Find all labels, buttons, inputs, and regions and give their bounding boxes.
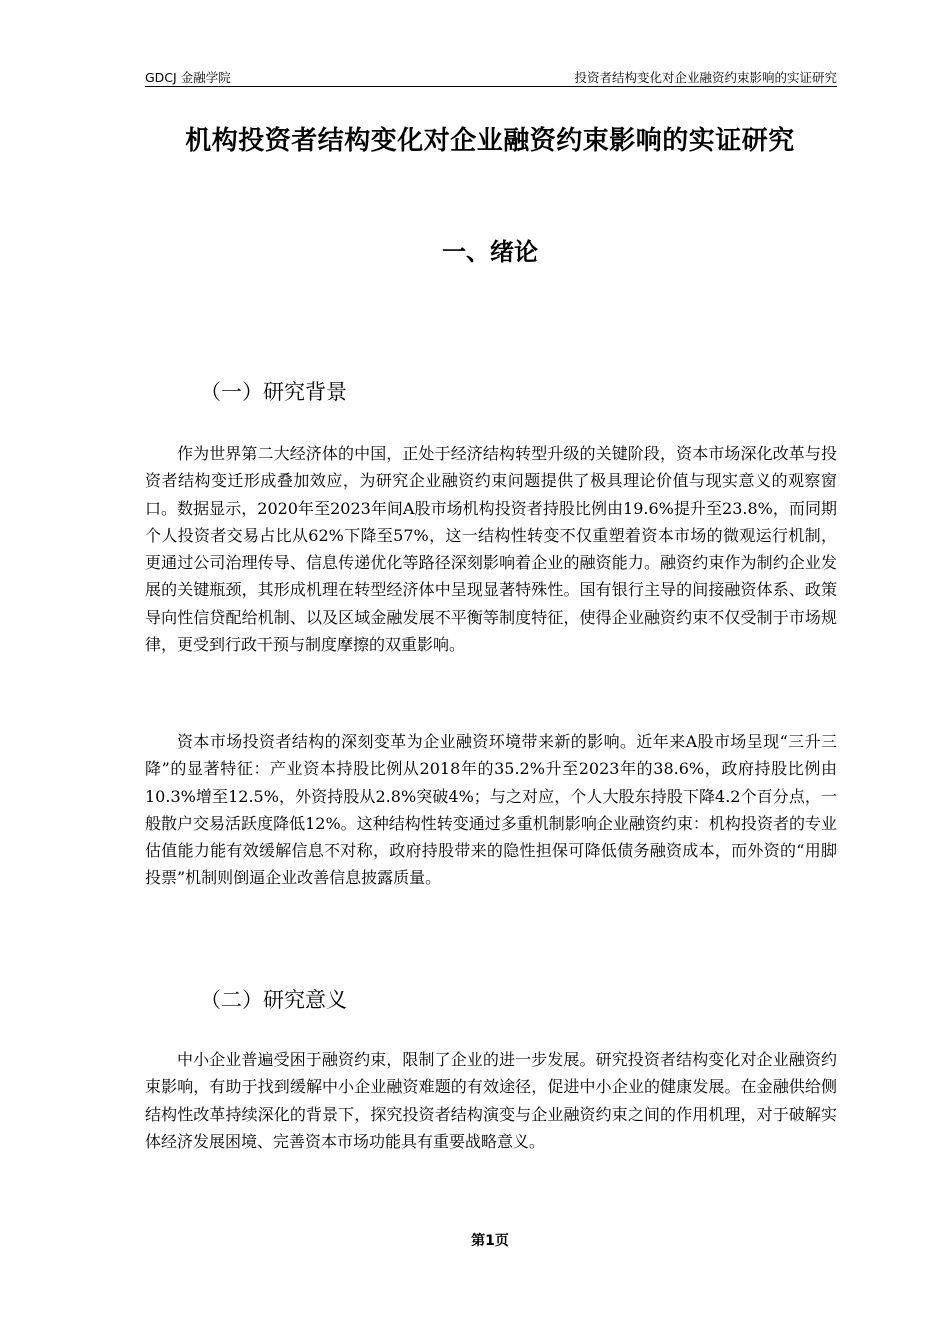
- paragraph-significance-1: 中小企业普遍受困于融资约束，限制了企业的进一步发展。研究投资者结构变化对企业融资约束影响，有助于找到缓解中小企业融资难题的有效途径，促进中小企业的健康发展。在金融供给侧结构性改革持续深化的背景下，探究投资者结构演变与企业融资约束之间的作用机理，对于破解实体经济发展困境、完善资本市场功能具有重要战略意义。: [145, 1050, 837, 1151]
- header-running-title: 投资者结构变化对企业融资约束影响的实证研究: [574, 70, 837, 85]
- header-institution: GDCJ 金融学院: [145, 70, 231, 85]
- section-heading-background: （一）研究背景: [200, 380, 347, 404]
- page-header: [145, 66, 837, 87]
- paragraph-background-2: 资本市场投资者结构的深刻变革为企业融资环境带来新的影响。近年来A股市场呈现“三升三降”的显著特征：产业资本持股比例从2018年的35.2%升至2023年的38.6%，政府持股比例由10.3%增至12.5%，外资持股从2.8%突破4%；与之对应，个人大股东持股下降4.2个百分点，一般散户交易活跃度降低12%。这种结构性转变通过多重机制影响企业融资约束：机构投资者的专业估值能力能有效缓解信息不对称，政府持股带来的隐性担保可降低债务融资成本，而外资的“用脚投票”机制则倒逼企业改善信息披露质量。: [145, 732, 837, 888]
- section-heading-significance: （二）研究意义: [200, 988, 347, 1012]
- document-title: 机构投资者结构变化对企业融资约束影响的实证研究: [185, 126, 795, 156]
- page-number: 第1页: [471, 1233, 509, 1249]
- paragraph-background-1: 作为世界第二大经济体的中国，正处于经济结构转型升级的关键阶段，资本市场深化改革与投资者结构变迁形成叠加效应，为研究企业融资约束问题提供了极具理论价值与现实意义的观察窗口。数据显示，2020年至2023年间A股市场机构投资者持股比例由19.6%提升至23.8%，而同期个人投资者交易占比从62%下降至57%，这一结构性转变不仅重塑着资本市场的微观运行机制，更通过公司治理传导、信息传递优化等路径深刻影响着企业的融资能力。融资约束作为制约企业发展的关键瓶颈，其形成机理在转型经济体中呈现显著特殊性。国有银行主导的间接融资体系、政策导向性信贷配给机制、以及区域金融发展不平衡等制度特征，使得企业融资约束不仅受制于市场规律，更受到行政干预与制度摩擦的双重影响。: [145, 444, 837, 655]
- chapter-title: 一、绪论: [442, 238, 538, 266]
